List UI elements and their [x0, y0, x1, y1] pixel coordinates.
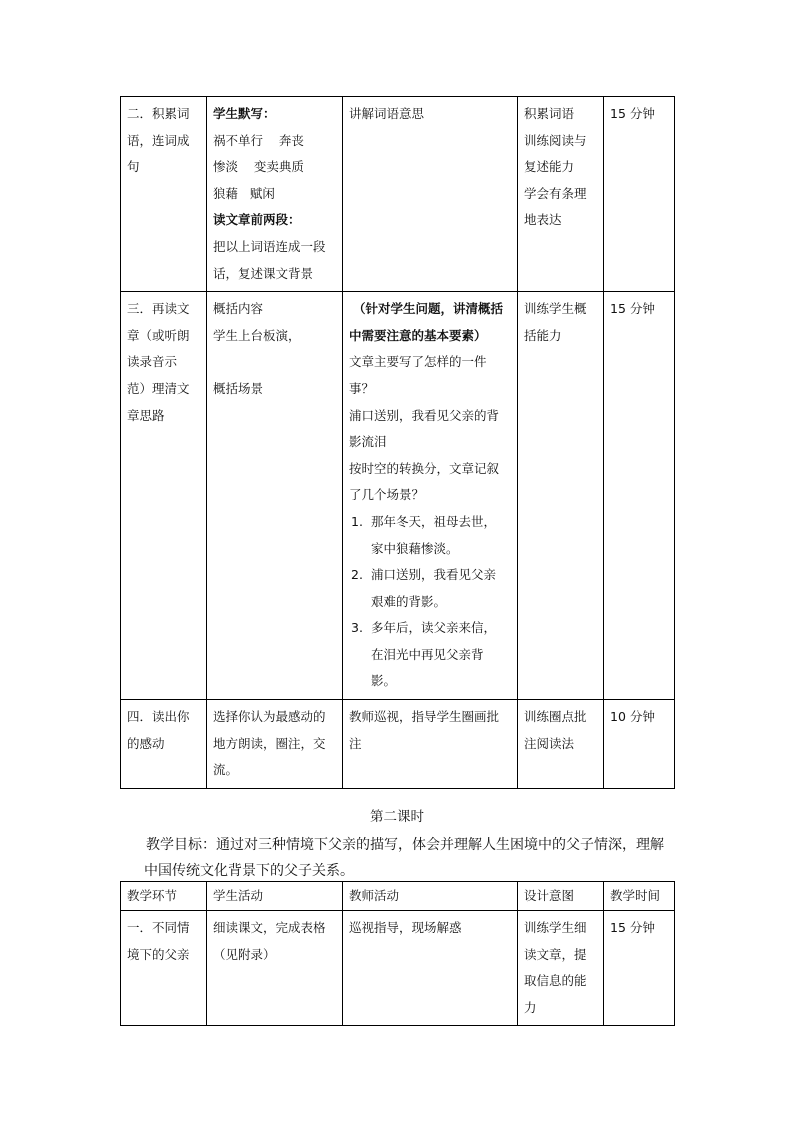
list-line: 浦口送别，我看见父亲 [371, 567, 497, 583]
list-item [349, 562, 511, 615]
lesson-table-1 [120, 96, 675, 789]
section-title: 第二课时 [370, 809, 424, 825]
dictation-heading: 学生默写： [213, 106, 276, 121]
stage-line: 二．积累词 [127, 106, 190, 121]
list-number: 3. [351, 620, 363, 636]
table-row [121, 292, 675, 700]
student-line: 流。 [213, 762, 239, 778]
student-line: （见附录） [213, 946, 276, 962]
list-line: 那年冬天，祖母去世， [371, 513, 497, 529]
design-line: 读文章，提 [524, 946, 587, 962]
design-line: 训练学生概 [524, 301, 587, 317]
table-row [121, 911, 675, 1026]
table-row [121, 700, 675, 789]
teacher-note: 中需要注意的基本要素） [349, 327, 487, 343]
task-line: 话，复述课文背景 [213, 265, 314, 281]
design-line: 力 [524, 999, 537, 1015]
list-line: 多年后，读父亲来信， [371, 620, 497, 636]
stage-cell [121, 911, 207, 1026]
stage-line: 语，连词成 [127, 132, 190, 148]
student-line [213, 349, 336, 376]
student-line: 概括内容 [213, 301, 264, 317]
teacher-note: （针对学生问题，讲清概括 [353, 301, 504, 317]
student-line: 选择你认为最感动的 [213, 709, 326, 725]
list-line: 在泪光中再见父亲背 [371, 646, 484, 662]
design-line: 学会有条理 [524, 185, 587, 201]
teacher-line: 浦口送别，我看见父亲的背 [349, 407, 500, 423]
list-item [349, 615, 511, 695]
list-line: 艰难的背影。 [371, 593, 447, 609]
stage-line: 的感动 [127, 735, 165, 751]
student-activity-cell [207, 97, 343, 292]
student-line: 学生上台板演， [213, 327, 301, 343]
word-line: 狼藉 赋闲 [213, 185, 275, 201]
column-header: 设计意图 [518, 882, 604, 911]
list-line: 家中狼藉惨淡。 [371, 540, 459, 556]
goal-line: 教学目标：通过对三种情境下父亲的描写，体会并理解人生困境中的父子情深，理解 [146, 837, 664, 853]
word-line: 祸不单行 奔丧 [213, 132, 304, 148]
time-cell [604, 911, 675, 1026]
student-line: 地方朗读，圈注，交 [213, 735, 326, 751]
design-intent-cell [518, 700, 604, 789]
list-number: 1. [351, 513, 363, 529]
student-activity-cell [207, 292, 343, 700]
list-line: 影。 [371, 673, 397, 689]
word-line: 惨淡 变卖典质 [213, 159, 304, 175]
teacher-activity-cell [343, 700, 518, 789]
teacher-activity-cell [343, 97, 518, 292]
teacher-line: 按时空的转换分，文章记叙 [349, 460, 500, 476]
teacher-line: 巡视指导，现场解惑 [349, 920, 462, 935]
scene-list [349, 509, 511, 695]
stage-cell [121, 292, 207, 700]
teacher-line: 事？ [349, 380, 375, 396]
goal-line: 中国传统文化背景下的父子关系。 [144, 863, 354, 879]
column-header: 教学时间 [604, 882, 675, 911]
time-cell [604, 292, 675, 700]
table-row [121, 97, 675, 292]
reading-heading: 读文章前两段： [213, 212, 301, 228]
teacher-line: 注 [349, 735, 362, 751]
design-line: 注阅读法 [524, 735, 575, 751]
stage-line: 范）理清文 [127, 380, 190, 396]
list-item [349, 509, 511, 562]
design-intent-cell [518, 97, 604, 292]
teacher-line: 讲解词语意思 [349, 106, 425, 121]
table-header-row [121, 882, 675, 911]
list-number: 2. [351, 567, 363, 583]
task-line: 把以上词语连成一段 [213, 238, 326, 254]
time-value: 15 分钟 [610, 301, 655, 317]
student-line: 概括场景 [213, 380, 264, 396]
column-header: 教师活动 [343, 882, 518, 911]
column-header: 教学环节 [121, 882, 207, 911]
teacher-line: 文章主要写了怎样的一件 [349, 354, 487, 370]
teacher-line: 教师巡视，指导学生圈画批 [349, 709, 500, 725]
stage-line: 章思路 [127, 407, 165, 423]
design-line: 训练阅读与 [524, 132, 587, 148]
design-intent-cell [518, 292, 604, 700]
design-line: 复述能力 [524, 159, 575, 175]
teaching-goal [146, 832, 676, 884]
stage-line: 境下的父亲 [127, 946, 190, 962]
time-cell [604, 700, 675, 789]
design-line: 训练圈点批 [524, 709, 587, 725]
student-activity-cell [207, 911, 343, 1026]
student-activity-cell [207, 700, 343, 789]
design-line: 积累词语 [524, 106, 575, 121]
lesson-table-2 [120, 881, 675, 1026]
design-line: 取信息的能 [524, 973, 587, 989]
design-line: 训练学生细 [524, 920, 587, 935]
time-cell [604, 97, 675, 292]
teacher-activity-cell [343, 911, 518, 1026]
stage-line: 三．再读文 [127, 301, 190, 317]
teacher-line: 了几个场景？ [349, 487, 425, 503]
teacher-line: 影流泪 [349, 434, 387, 450]
stage-line: 章（或听朗 [127, 327, 190, 343]
design-line: 地表达 [524, 212, 562, 228]
stage-cell [121, 700, 207, 789]
stage-cell [121, 97, 207, 292]
student-line: 细读课文，完成表格 [213, 920, 326, 935]
time-value: 10 分钟 [610, 709, 655, 725]
stage-line: 四．读出你 [127, 709, 190, 725]
design-intent-cell [518, 911, 604, 1026]
column-header: 学生活动 [207, 882, 343, 911]
design-line: 括能力 [524, 327, 562, 343]
stage-line: 读录音示 [127, 354, 178, 370]
time-value: 15 分钟 [610, 920, 655, 935]
time-value: 15 分钟 [610, 106, 655, 121]
teacher-activity-cell [343, 292, 518, 700]
stage-line: 句 [127, 159, 140, 175]
stage-line: 一．不同情 [127, 920, 190, 935]
